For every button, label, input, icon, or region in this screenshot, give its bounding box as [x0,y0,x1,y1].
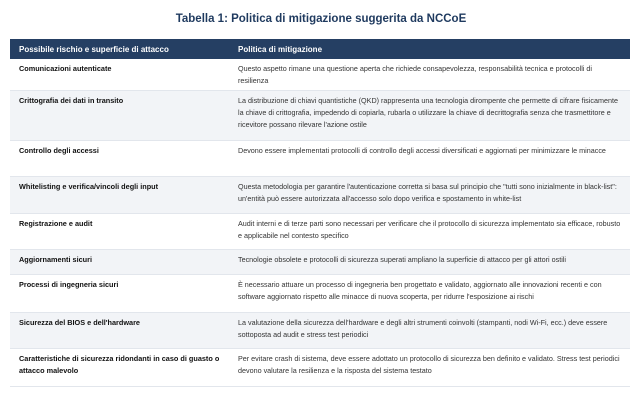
risk-cell: Caratteristiche di sicurezza ridondanti in caso di guasto o attacco malevolo [10,349,229,387]
table-row [10,349,630,387]
mitigation-table [10,39,630,387]
table-row [10,141,630,177]
policy-cell: Audit interni e di terze parti sono necessari per verificare che il protocollo di sicurezza implementato sia efficace, robusto e applicabile nel contesto specifico [229,214,630,250]
table-row [10,250,630,275]
policy-cell: Per evitare crash di sistema, deve essere adottato un protocollo di sicurezza ben definito e validato. Stress test periodici devono valutare la resilienza e la risposta del sistema testato [229,349,630,387]
risk-cell: Comunicazioni autenticate [10,59,229,91]
table-header [10,39,630,59]
risk-cell: Processi di ingegneria sicuri [10,275,229,313]
policy-cell: La distribuzione di chiavi quantistiche (QKD) rappresenta una tecnologia dirompente che permette di cifrare fisicamente la chiave di crittografia, impedendo di copiarla, rubarla o utilizzare la chiave di decrittografia senza che trasmettitore e ricevitore possano rilevare l'azione ostile [229,91,630,141]
table-body [10,59,630,387]
policy-cell: Tecnologie obsolete e protocolli di sicurezza superati ampliano la superficie di attacco per gli attori ostili [229,250,630,275]
table-row [10,59,630,91]
risk-cell: Sicurezza del BIOS e dell'hardware [10,313,229,349]
table-row [10,313,630,349]
header-risk: Possibile rischio e superficie di attacco [10,39,229,59]
policy-cell: La valutazione della sicurezza dell'hardware e degli altri strumenti coinvolti (stampanti, nodi Wi-Fi, ecc.) deve essere sottoposta ad audit e stress test periodici [229,313,630,349]
policy-cell: È necessario attuare un processo di ingegneria ben progettato e validato, aggiornato alle innovazioni recenti e con software aggiornato rispetto alle minacce di nuova scoperta, per ridurre l'esposizione ai rischi [229,275,630,313]
risk-cell: Controllo degli accessi [10,141,229,177]
risk-cell: Whitelisting e verifica/vincoli degli input [10,177,229,214]
table-title: Tabella 1: Politica di mitigazione suggerita da NCCoE [175,13,467,25]
policy-cell: Devono essere implementati protocolli di controllo degli accessi diversificati e aggiornati per minimizzare le minacce [229,141,630,177]
policy-cell: Questa metodologia per garantire l'autenticazione corretta si basa sul principio che "tutti sono inizialmente in black-list": un'entità può essere autorizzata all'accesso solo dopo verifica e spostamento in white-list [229,177,630,214]
header-row [10,39,630,59]
risk-cell: Registrazione e audit [10,214,229,250]
table-row [10,177,630,214]
header-policy: Politica di mitigazione [229,39,630,59]
table-row [10,214,630,250]
policy-cell: Questo aspetto rimane una questione aperta che richiede consapevolezza, responsabilità tecnica e protocolli di resilienza [229,59,630,91]
table-row [10,91,630,141]
risk-cell: Aggiornamenti sicuri [10,250,229,275]
table-row [10,275,630,313]
risk-cell: Crittografia dei dati in transito [10,91,229,141]
